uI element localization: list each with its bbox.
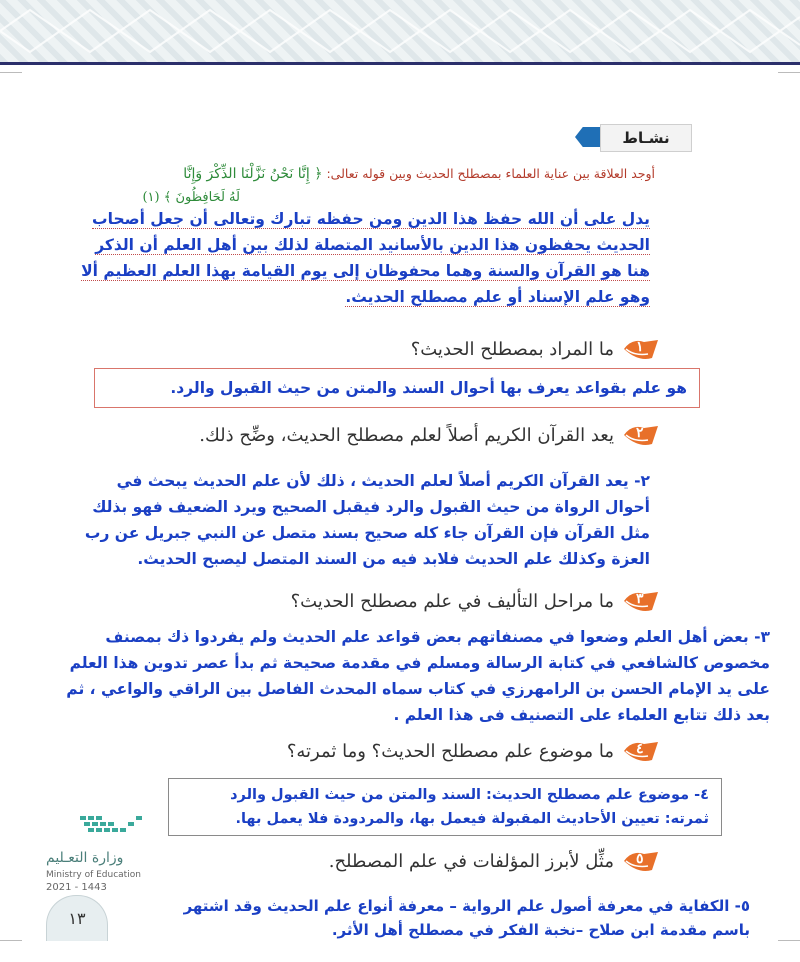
question-number-badge: ١ xyxy=(622,336,660,362)
activity-prompt xyxy=(90,166,655,182)
answer-box xyxy=(94,368,700,408)
answer-line: ٤- موضوع علم مصطلح الحديث: السند والمتن من حيث القبول والرد xyxy=(230,787,709,803)
question-text: ما موضوع علم مصطلح الحديث؟ وما ثمرته؟ xyxy=(286,740,614,762)
question-text: ما المراد بمصطلح الحديث؟ xyxy=(410,338,614,360)
answer-text: ٢- يعد القرآن الكريم أصلاً لعلم الحديث ، ذلك لأن علم الحديث يبحث في أحوال الرواة من حيث القبول والرد فيقبل الصحيح ويرد الضعيف فهو بذلك مثل القرآن فإن القرآن جاء كله صحيح بسند متصل عن النبي جبريل عن رب العزة وكذلك علم الحديث فلابد فيه من السند المتصل ليصبح الحديث. xyxy=(84,472,650,568)
crop-mark xyxy=(778,72,800,73)
prompt-verse-continuation: لَهُ لَحَافِظُونَ ﴾ (١) xyxy=(142,190,240,205)
answer-text: ٣- بعض أهل العلم وضعوا في مصنفاتهم بعض قواعد علم الحديث ولم يفردوا ذك بمصنف مخصوص كالشافعي في كتابة الرسالة ومسلم في مقدمة صحيحة ثم بدأ عصر تدوين هذا العلم على يد الإمام الحسن بن الرامهرزي في كتاب سماه المحدث الفاصل بين الراقي والواعي ، ثم بعد ذلك تتابع العلماء على التصنيف فى هذا العلم . xyxy=(66,628,770,724)
crop-mark xyxy=(0,72,22,73)
question-1 xyxy=(411,336,660,362)
prompt-verse: ﴿ إِنَّا نَحْنُ نَزَّلْنَا الذِّكْرَ وَإِنَّا xyxy=(183,166,323,182)
activity-answer: يدل على أن الله حفظ هذا الدين ومن حفظه تبارك وتعالى أن جعل أصحاب الحديث يحفظون هذا الدين بالأسانيد المتصلة لذلك بين أهل العلم أن الذكر هنا هو القرآن والسنة وهما محفوظان إلى يوم القيامة بهذا العلم العظيم ألا وهو علم الإسناد أو علم مصطلح الحديث. xyxy=(81,210,650,306)
activity-heading: نشـاط xyxy=(600,124,692,152)
answer-text: هو علم بقواعد يعرف بها أحوال السند والمتن من حيث القبول والرد. xyxy=(170,379,687,397)
question-number-badge: ٥ xyxy=(622,848,660,874)
edition-year: 2021 - 1443 xyxy=(46,882,107,893)
question-number-badge: ٤ xyxy=(622,738,660,764)
ministry-name-ar: وزارة التعـليم xyxy=(46,850,124,866)
question-2 xyxy=(199,422,660,448)
activity-arrow-icon xyxy=(575,127,601,147)
question-text: يعد القرآن الكريم أصلاً لعلم مصطلح الحديث، وضِّح ذلك. xyxy=(199,424,614,446)
answer-box xyxy=(168,778,722,836)
crop-mark xyxy=(0,940,22,941)
header-decorative-band xyxy=(0,0,800,65)
crop-mark xyxy=(778,940,800,941)
ministry-name-en: Ministry of Education xyxy=(46,870,141,880)
question-3 xyxy=(291,588,660,614)
ornament-pattern-icon xyxy=(0,0,800,62)
question-4 xyxy=(287,738,660,764)
page-number: ١٣ xyxy=(46,895,108,941)
prompt-text: أوجد العلاقة بين عناية العلماء بمصطلح الحديث وبين قوله تعالى: xyxy=(326,166,655,181)
question-5 xyxy=(329,848,660,874)
question-number-badge: ٢ xyxy=(622,422,660,448)
answer-line: ثمرته: تعيين الأحاديث المقبولة فيعمل بها، والمردودة فلا يعمل بها. xyxy=(235,811,709,827)
question-text: ما مراحل التأليف في علم مصطلح الحديث؟ xyxy=(290,590,614,612)
question-text: مثِّل لأبرز المؤلفات في علم المصطلح. xyxy=(328,850,614,872)
answer-text: ٥- الكفاية في معرفة أصول علم الرواية – معرفة أنواع علم الحديث وقد اشتهر باسم مقدمة ابن صلاح –نخبة الفكر في مصطلح أهل الأثر. xyxy=(183,897,750,939)
question-number-badge: ٣ xyxy=(622,588,660,614)
